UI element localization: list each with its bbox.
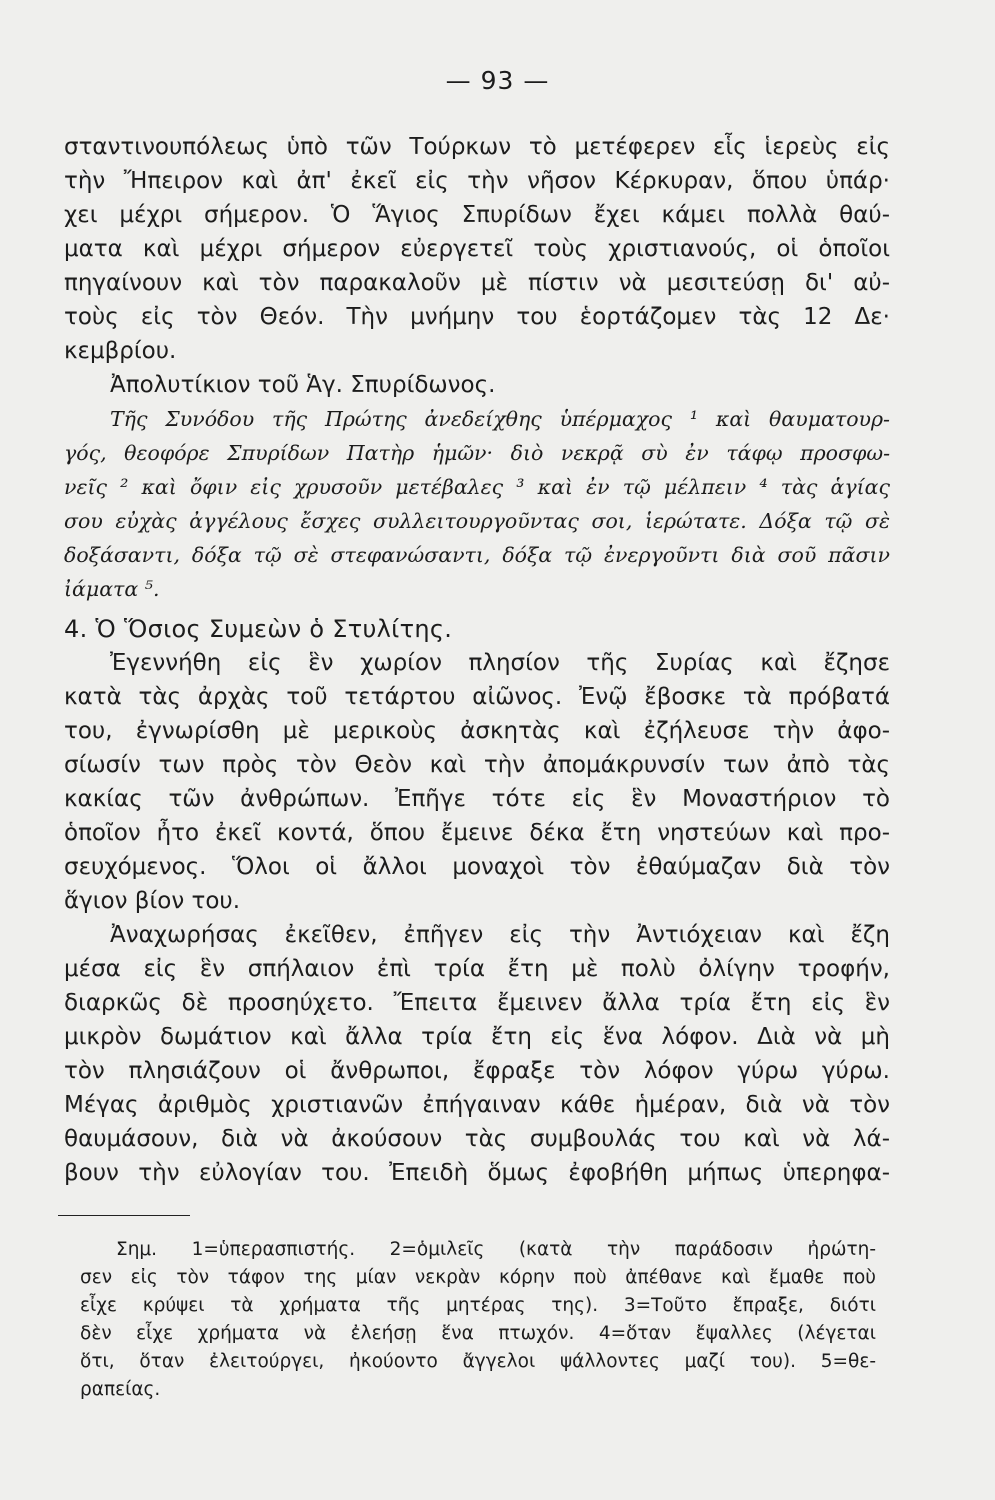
- paragraph-symeon-retreat: [64, 918, 890, 1190]
- footnote-line: δὲν εἶχε χρήματα νὰ ἐλεήσῃ ἕνα πτωχόν. 4=ὅταν ἔψαλλες (λέγεται: [80, 1323, 876, 1344]
- text-line: ματα καὶ μέχρι σήμερον εὐεργετεῖ τοὺς χριστιανούς, οἱ ὁποῖοι: [64, 236, 890, 262]
- text-line: κακίας τῶν ἀνθρώπων. Ἐπῆγε τότε εἰς ἓν Μοναστήριον τὸ: [64, 786, 890, 812]
- text-line: τὴν Ἤπειρον καὶ ἀπ' ἐκεῖ εἰς τὴν νῆσον Κέρκυραν, ὅπου ὑπάρ·: [64, 168, 890, 194]
- hymn-line: σου εὐχὰς ἀγγέλους ἔσχες συλλειτουργοῦντας σοι, ἱερώτατε. Δόξα τῷ σὲ: [64, 509, 890, 533]
- text-line: Ἐγεννήθη εἰς ἓν χωρίον πλησίον τῆς Συρίας καὶ ἔζησε: [110, 650, 890, 676]
- text-line: κεμβρίου.: [64, 338, 177, 364]
- text-line: ὁποῖον ἦτο ἐκεῖ κοντά, ὅπου ἔμεινε δέκα ἔτη νηστεύων καὶ προ-: [64, 820, 890, 846]
- text-line: μέσα εἰς ἓν σπήλαιον ἐπὶ τρία ἔτη μὲ πολὺ ὀλίγην τροφήν,: [64, 956, 890, 982]
- hymn-line: δοξάσαντι, δόξα τῷ σὲ στεφανώσαντι, δόξα τῷ ἐνεργοῦντι διὰ σοῦ πᾶσιν: [64, 543, 890, 567]
- section-heading: 4. Ὁ Ὅσιος Συμεὼν ὁ Στυλίτης.: [64, 615, 453, 643]
- text-line: τοὺς εἰς τὸν Θεόν. Τὴν μνήμην του ἑορτάζομεν τὰς 12 Δε·: [64, 304, 890, 330]
- text-line: Ἀναχωρήσας ἐκεῖθεν, ἐπῆγεν εἰς τὴν Ἀντιόχειαν καὶ ἔζη: [110, 922, 890, 948]
- text-line: μικρὸν δωμάτιον καὶ ἄλλα τρία ἔτη εἰς ἕνα λόφον. Διὰ νὰ μὴ: [64, 1024, 890, 1050]
- footnote-divider: [58, 1215, 190, 1216]
- footnote-line: εἶχε κρύψει τὰ χρήματα τῆς μητέρας της). 3=Τοῦτο ἔπραξε, διότι: [80, 1295, 876, 1316]
- paragraph-spyridon-intro: [64, 130, 890, 368]
- apolytikion-title: Ἀπολυτίκιον τοῦ Ἁγ. Σπυρίδωνος.: [110, 372, 496, 398]
- text-line: τὸν πλησιάζουν οἱ ἄνθρωποι, ἔφραξε τὸν λόφον γύρω γύρω.: [64, 1058, 890, 1084]
- text-line: του, ἐγνωρίσθη μὲ μερικοὺς ἀσκητὰς καὶ ἐζήλευσε τὴν ἀφο-: [64, 718, 890, 744]
- paragraph-symeon-life: [64, 646, 890, 918]
- apolytikion-hymn: [64, 402, 890, 606]
- text-line: πηγαίνουν καὶ τὸν παρακαλοῦν μὲ πίστιν νὰ μεσιτεύσῃ δι' αὐ-: [64, 270, 890, 296]
- text-line: κατὰ τὰς ἀρχὰς τοῦ τετάρτου αἰῶνος. Ἐνῷ ἔβοσκε τὰ πρόβατά: [64, 684, 890, 710]
- main-text: [64, 130, 890, 1190]
- page-number: — 93 —: [445, 66, 550, 95]
- text-line: σταντινουπόλεως ὑπὸ τῶν Τούρκων τὸ μετέφερεν εἷς ἱερεὺς εἰς: [64, 134, 890, 160]
- text-line: Μέγας ἀριθμὸς χριστιανῶν ἐπήγαιναν κάθε ἡμέραν, διὰ νὰ τὸν: [64, 1092, 890, 1118]
- footnote-line: ὅτι, ὅταν ἐλειτούργει, ἠκούοντο ἄγγελοι ψάλλοντες μαζί του). 5=θε-: [80, 1351, 876, 1372]
- footnote-line: ραπείας.: [80, 1379, 161, 1400]
- text-line: σευχόμενος. Ὅλοι οἱ ἄλλοι μοναχοὶ τὸν ἐθαύμαζαν διὰ τὸν: [64, 854, 890, 880]
- hymn-line: γός, θεοφόρε Σπυρίδων Πατὴρ ἡμῶν· διὸ νεκρᾷ σὺ ἐν τάφῳ προσφω-: [64, 441, 890, 465]
- footnote-line: σεν εἰς τὸν τάφον της μίαν νεκρὰν κόρην ποὺ ἀπέθανε καὶ ἔμαθε ποὺ: [80, 1267, 876, 1288]
- hymn-line: ἰάματα ⁵.: [64, 577, 160, 601]
- hymn-line: Τῆς Συνόδου τῆς Πρώτης ἀνεδείχθης ὑπέρμαχος ¹ καὶ θαυματουρ-: [110, 407, 890, 431]
- footnote-line: Σημ. 1=ὑπερασπιστής. 2=ὁμιλεῖς (κατὰ τὴν παράδοσιν ἠρώτη-: [116, 1239, 876, 1260]
- hymn-line: νεῖς ² καὶ ὄφιν εἰς χρυσοῦν μετέβαλες ³ καὶ ἐν τῷ μέλπειν ⁴ τὰς ἁγίας: [64, 475, 890, 499]
- text-line: χει μέχρι σήμερον. Ὁ Ἅγιος Σπυρίδων ἔχει κάμει πολλὰ θαύ-: [64, 202, 890, 228]
- text-line: βουν τὴν εὐλογίαν του. Ἐπειδὴ ὅμως ἐφοβήθη μήπως ὑπερηφα-: [64, 1160, 890, 1186]
- footnotes: [80, 1236, 876, 1404]
- text-line: διαρκῶς δὲ προσηύχετο. Ἔπειτα ἔμεινεν ἄλλα τρία ἔτη εἰς ἓν: [64, 990, 890, 1016]
- text-line: ἅγιον βίον του.: [64, 888, 241, 914]
- text-line: σίωσίν των πρὸς τὸν Θεὸν καὶ τὴν ἀπομάκρυνσίν των ἀπὸ τὰς: [64, 752, 890, 778]
- text-line: θαυμάσουν, διὰ νὰ ἀκούσουν τὰς συμβουλάς του καὶ νὰ λά-: [64, 1126, 890, 1152]
